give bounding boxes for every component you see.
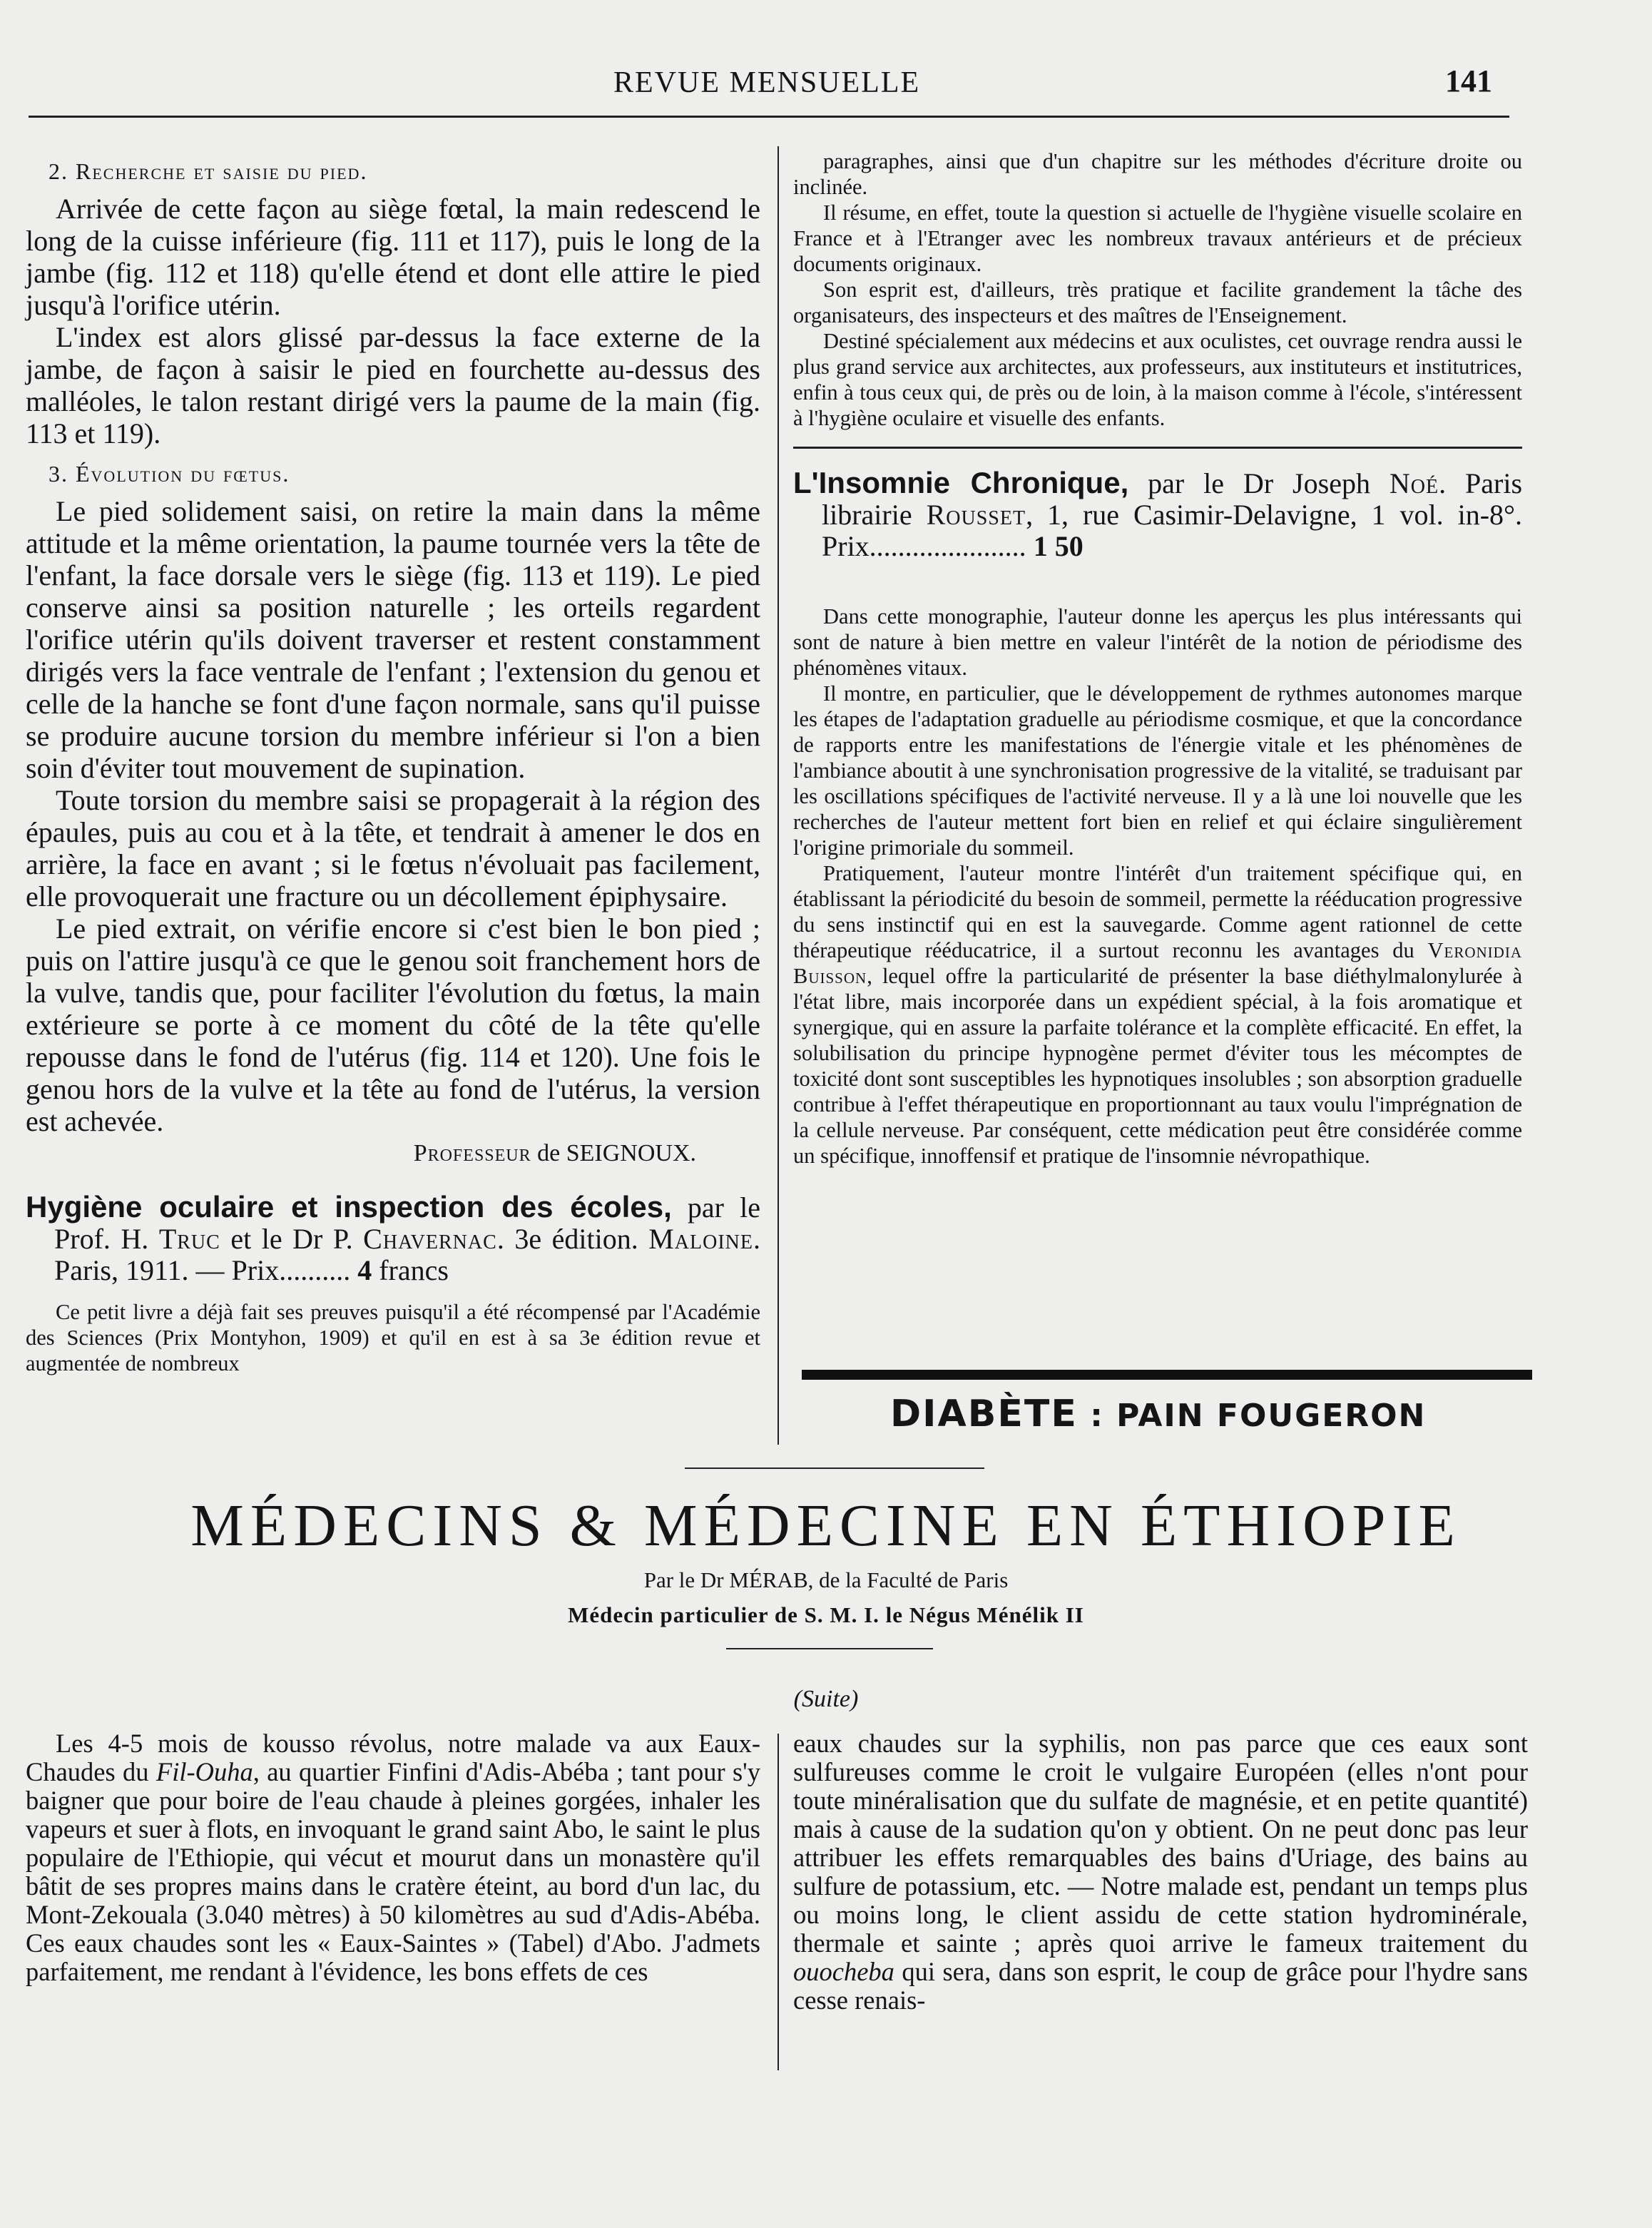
book-notice <box>26 1191 760 1286</box>
book-currency: francs <box>372 1254 449 1286</box>
book-place: . Paris librairie <box>822 467 1523 531</box>
paragraph: Destiné spécialement aux médecins et aux oculistes, cet ouvrage rendra aussi le plus grand service aux architectes, aux professeurs, aux instituteurs et institutrices, enfin à tous ceux qui, de près ou de loin, à la maison comme à l'école, s'intéressent à l'hygiène oculaire et visuelle des enfants. <box>793 329 1522 430</box>
book-review: Ce petit livre a déjà fait ses preuves puisqu'il a été récompensé par l'Académie des Sciences (Prix Montyhon, 1909) et qu'il en est à sa 3e édition revue et augmentée de nombreux <box>26 1300 760 1375</box>
treatment-term: ouocheba <box>793 1957 894 1986</box>
book-by: et le Dr P. <box>220 1223 364 1255</box>
signature-name: de SEIGNOUX. <box>531 1140 696 1166</box>
book-price: 4 <box>357 1254 372 1286</box>
signature-prefix: Professeur <box>413 1140 531 1166</box>
right-column <box>793 148 1522 1169</box>
book-publisher: Maloine <box>648 1223 753 1255</box>
book-notice <box>793 467 1522 562</box>
advert <box>890 1393 1426 1435</box>
author-signature <box>26 1140 696 1167</box>
text-run: eaux chaudes sur la syphilis, non pas parce que ces eaux sont sulfureuses comme le croit le vulgaire Européen (elles n'ont pour toute minéralisation que du sulfate de magnésie, et en petite quantité) mais à cause de la sudation qu'on y obtient. On ne peut donc pas leur attribuer les effets remarquables des bains d'Uriage, des bains au sulfure de potassium, etc. — Notre malade est, pendant un temps plus ou moins long, le client assidu de cette station hydrominérale, thermale et sainte ; après quoi arrive le fameux traitement du <box>793 1729 1528 1958</box>
book-price: 1 50 <box>1033 530 1084 562</box>
continuation-label: (Suite) <box>793 1686 859 1712</box>
page-number: 141 <box>1445 63 1492 98</box>
byline-suffix: , de la Faculté de Paris <box>807 1567 1009 1592</box>
paragraph: Le pied solidement saisi, on retire la main dans la même attitude et la même orientation, la paume tournée vers la tête de l'enfant, la face dorsale vers le siège (fig. 113 et 119). Le pied conserve ainsi sa position naturelle ; les orteils regardent l'orifice utérin qu'ils doivent traverser et restent constamment dirigés vers la face ventrale de l'enfant ; l'extension du genou et celle de la hanche se font d'une façon normale, sans qu'il puisse se produire aucune torsion du membre inférieur si l'on a bien soin d'éviter tout mouvement de supination. <box>26 495 760 784</box>
section-heading-2: 2. Recherche et saisie du pied. <box>49 158 368 184</box>
header-rule <box>29 116 1509 118</box>
paragraph: Dans cette monographie, l'auteur donne les aperçus les plus intéressants qui sont de nature à bien mettre en valeur l'intérêt de la notion de périodisme des phénomènes vitaux. <box>793 604 1522 680</box>
book-details: , 1, rue Casimir-Delavigne, 1 vol. in-8°. Prix...................... <box>822 499 1523 562</box>
paragraph <box>793 860 1522 1169</box>
book-author: Chavernac <box>363 1223 497 1255</box>
text-run: , au quartier Finfini d'Adis-Abéba ; tant pour s'y baigner que pour boire de l'eau chaude à pleines gorgées, inhaler les vapeurs et suer à flots, en invoquant le grand saint Abo, le saint le plus populaire de l'Ethiopie, qui vécut et mourut dans un monastère qu'il bâtit de ses propres mains dans le cratère éteint, au bord d'un lac, du Mont-Zekouala (3.040 mètres) à 50 kilomètres au sud d'Adis-Abéba. Ces eaux chaudes sont les « Eaux-Saintes » (Tabel) d'Abo. J'admets parfaitement, me rendant à l'évidence, les bons effets de ces <box>26 1757 760 1986</box>
book-place: . Paris, 1911. — Prix.......... <box>54 1223 760 1286</box>
product-name: Veronidia Buisson <box>793 938 1522 988</box>
book-author: Truc <box>158 1223 220 1255</box>
paragraph <box>793 1729 1528 2015</box>
article-title: MÉDECINS & MÉDECINE EN ÉTHIOPIE <box>190 1492 1462 1559</box>
running-title: REVUE MENSUELLE <box>613 66 921 99</box>
book-title: Hygiène oculaire et inspection des écoles, <box>26 1190 672 1224</box>
article-right-column <box>793 1729 1528 2015</box>
paragraph <box>26 1729 760 1986</box>
byline-prefix: Par le Dr <box>643 1567 730 1592</box>
book-publisher: Rousset <box>926 499 1026 531</box>
advert-rule <box>802 1370 1532 1380</box>
article-byline-role: Médecin particulier de S. M. I. le Négus Ménélik II <box>568 1602 1084 1627</box>
book-edition: . 3e édition. <box>496 1223 649 1255</box>
article-byline <box>0 1567 1652 1593</box>
section-heading-3: 3. Évolution du fœtus. <box>49 461 290 487</box>
paragraph: L'index est alors glissé par-dessus la face externe de la jambe, de façon à saisir le pied en fourchette au-dessus des malléoles, le talon restant dirigé vers la paume de la main (fig. 113 et 119). <box>26 321 760 449</box>
place-name: Fil-Ouha <box>155 1757 253 1786</box>
book-by: par le Prof. H. <box>54 1191 760 1255</box>
article-left-column <box>26 1729 760 1986</box>
paragraph: Son esprit est, d'ailleurs, très pratique et facilite grandement la tâche des organisateurs, des inspecteurs et des maîtres de l'Enseignement. <box>793 278 1522 327</box>
text-run: Les 4-5 mois de kousso révolus, notre malade va aux Eaux-Chaudes du <box>26 1729 760 1786</box>
section-rule <box>793 447 1522 449</box>
book-author: Noé <box>1389 467 1439 499</box>
paragraph: Arrivée de cette façon au siège fœtal, la main redescend le long de la cuisse inférieure (fig. 111 et 117), puis le long de la jambe (fig. 112 et 118) qu'elle étend et dont elle attire le pied jusqu'à l'orifice utérin. <box>26 193 760 321</box>
text-run: qui sera, dans son esprit, le coup de grâce pour l'hydre sans cesse renais- <box>793 1957 1528 2015</box>
paragraph: Toute torsion du membre saisi se propagerait à la région des épaules, puis au cou et à la tête, et tendrait à amener le dos en arrière, la face en avant ; si le fœtus n'évoluait pas facilement, elle provoquerait une fracture ou un décollement épiphysaire. <box>26 784 760 912</box>
left-column <box>26 151 760 1376</box>
book-title: L'Insomnie Chronique, <box>793 466 1129 499</box>
title-rule-top <box>685 1467 984 1469</box>
column-divider <box>777 146 779 1445</box>
title-rule-bottom <box>726 1648 933 1649</box>
byline-author: MÉRAB <box>729 1567 808 1592</box>
text-run: Pratiquement, l'auteur montre l'intérêt d'un traitement spécifique qui, en établissant la périodicité du besoin de sommeil, permette la rééducation progressive du sens instinctif qui en est la sauvegarde. Comme agent rationnel de cette thérapeutique rééducatrice, il a surtout reconnu les avantages du <box>793 861 1522 962</box>
book-by: par le Dr Joseph <box>1128 467 1390 499</box>
text-run: , lequel offre la particularité de présenter la base diéthylmalonylurée à l'état libre, mais incorporée dans un expédient spécial, à la fois aromatique et synergique, qui en assure la parfaite tolérance et la complète efficacité. En effet, la solubilisation du principe hypnogène permet d'éviter tous les mécomptes de toxicité dont sont susceptibles les hypnotiques insolubles ; son absorption graduelle contribue à l'effet thérapeutique en proportionnant au taux voulu l'imprégnation de la cellule nerveuse. Par conséquent, cette médication peut être considérée comme un spécifique, innoffensif et pratique de l'insomnie névropathique. <box>793 964 1522 1168</box>
advert-text: : PAIN FOUGERON <box>1077 1398 1427 1434</box>
advert-word: DIABÈTE <box>890 1393 1078 1435</box>
paragraph: Il résume, en effet, toute la question si actuelle de l'hygiène visuelle scolaire en France et à l'Etranger avec les nombreux travaux antérieurs et de précieux documents originaux. <box>793 200 1522 276</box>
paragraph: paragraphes, ainsi que d'un chapitre sur les méthodes d'écriture droite ou inclinée. <box>793 149 1522 199</box>
paragraph: Il montre, en particulier, que le développement de rythmes autonomes marque les étapes de l'adaptation graduelle au périodisme cosmique, et que la concordance de rapports entre les manifestations de l'énergie vitale et les phénomènes de l'ambiance aboutit à une synchronisation progressive de la vitalité, se traduisant par les oscillations spécifiques de l'activité nerveuse. Il y a là une loi nouvelle que les recherches de l'auteur mettent fort bien en relief et qui éclaire singulièrement l'origine primoriale du sommeil. <box>793 681 1522 860</box>
paragraph: Le pied extrait, on vérifie encore si c'est bien le bon pied ; puis on l'attire jusqu'à ce que le genou soit franchement hors de la vulve, tandis que, pour faciliter l'évolution du fœtus, la main extérieure se porte à ce moment du côté de la tête qu'elle repousse dans le fond de l'utérus (fig. 114 et 120). Une fois le genou hors de la vulve et la tête au fond de l'utérus, la version est achevée. <box>26 912 760 1137</box>
article-column-divider <box>777 1734 779 2070</box>
